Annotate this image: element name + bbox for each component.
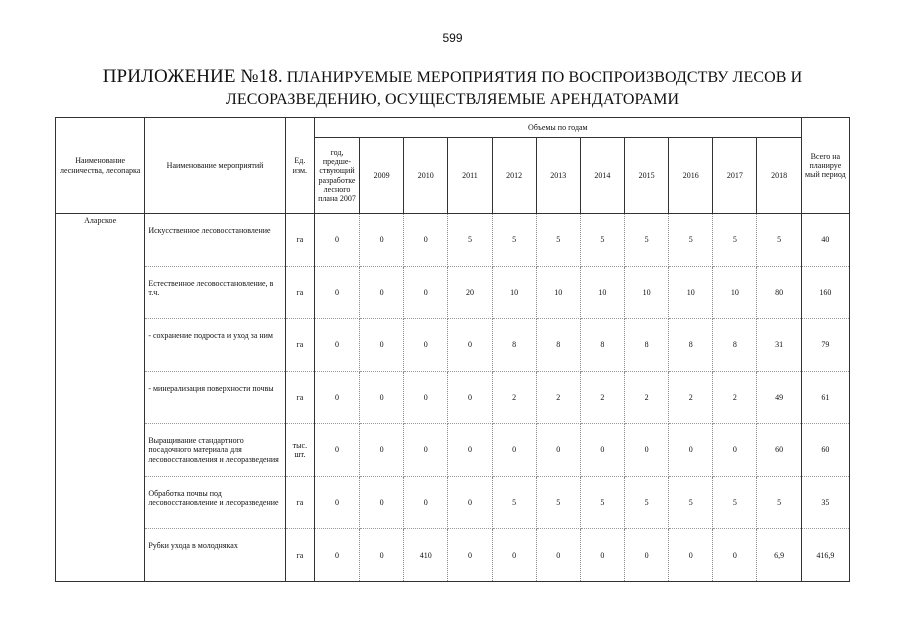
value-cell: 0 [580, 529, 624, 582]
total-cell: 79 [801, 319, 849, 372]
value-cell: 0 [360, 266, 404, 319]
activity-name: Выращивание стандартного посадочного материала для лесовосстановления и лесоразведения [145, 424, 286, 477]
table-row [56, 476, 850, 529]
unit-cell: га [285, 214, 314, 267]
value-cell: 0 [314, 266, 359, 319]
value-cell: 0 [669, 424, 713, 477]
header-activity: Наименование мероприятий [145, 118, 286, 214]
value-cell: 6,9 [757, 529, 801, 582]
activity-name: Обработка почвы под лесовосстановление и лесоразведение [145, 476, 286, 529]
value-cell: 8 [669, 319, 713, 372]
value-cell: 2 [492, 371, 536, 424]
value-cell: 2 [536, 371, 580, 424]
title-line-2: ЛЕСОРАЗВЕДЕНИЮ, ОСУЩЕСТВЛЯЕМЫЕ АРЕНДАТОРАМИ [225, 91, 680, 108]
activity-name: Рубки ухода в молодняках [145, 529, 286, 582]
header-unit: Ед. изм. [285, 118, 314, 214]
value-cell: 20 [448, 266, 492, 319]
activity-name: Искусственное лесовосстановление [145, 214, 286, 267]
value-cell: 2 [580, 371, 624, 424]
value-cell: 0 [404, 476, 448, 529]
value-cell: 0 [448, 476, 492, 529]
value-cell: 0 [404, 266, 448, 319]
header-total: Всего на планируе мый период [801, 118, 849, 214]
value-cell: 80 [757, 266, 801, 319]
value-cell: 0 [360, 424, 404, 477]
value-cell: 10 [492, 266, 536, 319]
value-cell: 0 [314, 319, 359, 372]
value-cell: 0 [536, 529, 580, 582]
value-cell: 10 [625, 266, 669, 319]
value-cell: 0 [314, 371, 359, 424]
activity-name: - сохранение подроста и уход за ним [145, 319, 286, 372]
value-cell: 5 [757, 214, 801, 267]
value-cell: 0 [669, 529, 713, 582]
title-line-1 [40, 66, 865, 89]
value-cell: 5 [757, 476, 801, 529]
total-cell: 160 [801, 266, 849, 319]
value-cell: 8 [713, 319, 757, 372]
table-body [56, 214, 850, 582]
value-cell: 5 [448, 214, 492, 267]
value-cell: 2 [669, 371, 713, 424]
value-cell: 0 [580, 424, 624, 477]
header-prior-year: год, предше-ствующий разработке лесного плана 2007 [314, 138, 359, 214]
value-cell: 0 [314, 476, 359, 529]
value-cell: 0 [314, 529, 359, 582]
value-cell: 0 [314, 214, 359, 267]
value-cell: 5 [713, 214, 757, 267]
unit-cell: га [285, 319, 314, 372]
header-year: 2014 [580, 138, 624, 214]
value-cell: 10 [669, 266, 713, 319]
header-year: 2018 [757, 138, 801, 214]
value-cell: 5 [625, 214, 669, 267]
value-cell: 10 [536, 266, 580, 319]
value-cell: 0 [448, 371, 492, 424]
activity-name: - минерализация поверхности почвы [145, 371, 286, 424]
value-cell: 0 [314, 424, 359, 477]
value-cell: 0 [448, 319, 492, 372]
value-cell: 0 [404, 319, 448, 372]
unit-cell: га [285, 529, 314, 582]
value-cell: 0 [360, 529, 404, 582]
page-title [40, 66, 865, 111]
value-cell: 5 [536, 214, 580, 267]
value-cell: 2 [713, 371, 757, 424]
region-name: Аларское [56, 214, 145, 582]
title-line-1-text: ПЛАНИРУЕМЫЕ МЕРОПРИЯТИЯ ПО ВОСПРОИЗВОДСТВУ ЛЕСОВ И [282, 69, 803, 86]
unit-cell: тыс. шт. [285, 424, 314, 477]
activity-name: Естественное лесовосстановление, в т.ч. [145, 266, 286, 319]
value-cell: 0 [625, 529, 669, 582]
table-row [56, 424, 850, 477]
activities-table [55, 117, 850, 582]
value-cell: 5 [492, 476, 536, 529]
value-cell: 8 [580, 319, 624, 372]
table-row [56, 529, 850, 582]
header-year: 2010 [404, 138, 448, 214]
value-cell: 8 [492, 319, 536, 372]
value-cell: 5 [492, 214, 536, 267]
value-cell: 8 [625, 319, 669, 372]
value-cell: 0 [404, 214, 448, 267]
header-volumes-by-year: Объемы по годам [314, 118, 801, 138]
page-number: 599 [442, 31, 463, 45]
value-cell: 0 [448, 529, 492, 582]
value-cell: 10 [580, 266, 624, 319]
value-cell: 5 [536, 476, 580, 529]
value-cell: 5 [713, 476, 757, 529]
table-row [56, 371, 850, 424]
value-cell: 0 [404, 371, 448, 424]
value-cell: 0 [713, 424, 757, 477]
total-cell: 416,9 [801, 529, 849, 582]
value-cell: 31 [757, 319, 801, 372]
header-year: 2012 [492, 138, 536, 214]
value-cell: 8 [536, 319, 580, 372]
total-cell: 40 [801, 214, 849, 267]
unit-cell: га [285, 371, 314, 424]
value-cell: 0 [492, 424, 536, 477]
value-cell: 0 [536, 424, 580, 477]
value-cell: 0 [625, 424, 669, 477]
header-year: 2013 [536, 138, 580, 214]
value-cell: 0 [713, 529, 757, 582]
value-cell: 5 [580, 476, 624, 529]
value-cell: 0 [448, 424, 492, 477]
total-cell: 35 [801, 476, 849, 529]
header-year: 2011 [448, 138, 492, 214]
value-cell: 0 [360, 371, 404, 424]
value-cell: 10 [713, 266, 757, 319]
value-cell: 2 [625, 371, 669, 424]
value-cell: 49 [757, 371, 801, 424]
table-row [56, 319, 850, 372]
title-appendix-label: ПРИЛОЖЕНИЕ №18. [102, 66, 283, 87]
header-year: 2009 [360, 138, 404, 214]
header-forestry: Наименование лесничества, лесопарка [56, 118, 145, 214]
header-year: 2015 [625, 138, 669, 214]
value-cell: 0 [404, 424, 448, 477]
value-cell: 0 [360, 319, 404, 372]
value-cell: 0 [492, 529, 536, 582]
value-cell: 5 [669, 476, 713, 529]
total-cell: 60 [801, 424, 849, 477]
value-cell: 0 [360, 476, 404, 529]
unit-cell: га [285, 476, 314, 529]
value-cell: 5 [580, 214, 624, 267]
table-row [56, 266, 850, 319]
value-cell: 410 [404, 529, 448, 582]
value-cell: 5 [625, 476, 669, 529]
unit-cell: га [285, 266, 314, 319]
value-cell: 5 [669, 214, 713, 267]
table-header [56, 118, 850, 214]
value-cell: 0 [360, 214, 404, 267]
total-cell: 61 [801, 371, 849, 424]
value-cell: 60 [757, 424, 801, 477]
header-year: 2016 [669, 138, 713, 214]
table-row [56, 214, 850, 267]
header-year: 2017 [713, 138, 757, 214]
